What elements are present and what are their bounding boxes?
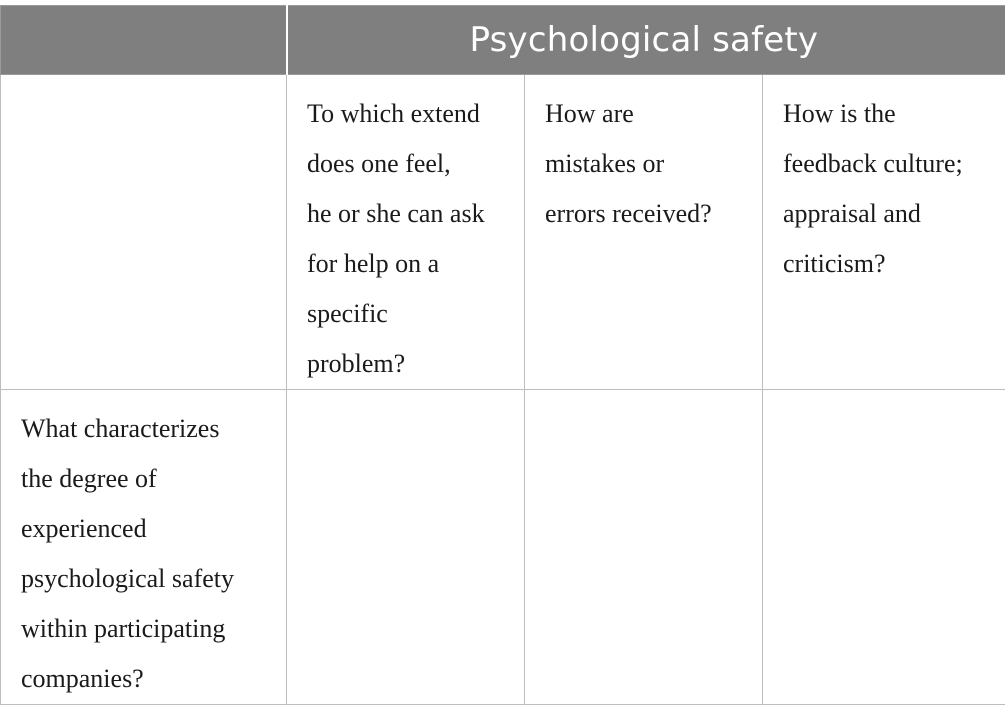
- body-row: [1, 390, 1005, 705]
- text-line: specific: [307, 299, 388, 328]
- question-mistakes-text: [545, 89, 744, 239]
- text-line: does one feel,: [307, 149, 451, 178]
- text-line: experienced: [21, 514, 147, 543]
- question-cell-help: [287, 75, 525, 390]
- text-line: How are: [545, 99, 634, 128]
- text-line: problem?: [307, 349, 406, 378]
- text-line: criticism?: [783, 249, 886, 278]
- table-title: Psychological safety: [469, 20, 819, 60]
- title-row: [1, 6, 1005, 75]
- text-line: appraisal and: [783, 199, 921, 228]
- psychological-safety-table: [0, 5, 1005, 705]
- empty-cell: [287, 390, 525, 705]
- text-line: he or she can ask: [307, 199, 485, 228]
- text-line: mistakes or: [545, 149, 665, 178]
- empty-cell: [525, 390, 763, 705]
- text-line: for help on a: [307, 249, 440, 278]
- question-cell-feedback: [763, 75, 1005, 390]
- text-line: feedback culture;: [783, 149, 963, 178]
- empty-corner-cell: [1, 75, 287, 390]
- text-line: within participating: [21, 614, 226, 643]
- title-header-cell: [287, 6, 1005, 75]
- question-feedback-text: [783, 89, 987, 289]
- text-line: companies?: [21, 664, 144, 693]
- text-line: How is the: [783, 99, 896, 128]
- text-line: What characterizes: [21, 414, 220, 443]
- question-help-text: [307, 89, 506, 389]
- text-line: errors received?: [545, 199, 712, 228]
- row-label-cell: [1, 390, 287, 705]
- text-line: psychological safety: [21, 564, 234, 593]
- question-cell-mistakes: [525, 75, 763, 390]
- row-label-text: [21, 404, 268, 704]
- text-line: To which extend: [307, 99, 480, 128]
- question-row: [1, 75, 1005, 390]
- corner-header-cell: [1, 6, 287, 75]
- text-line: the degree of: [21, 464, 157, 493]
- empty-cell: [763, 390, 1005, 705]
